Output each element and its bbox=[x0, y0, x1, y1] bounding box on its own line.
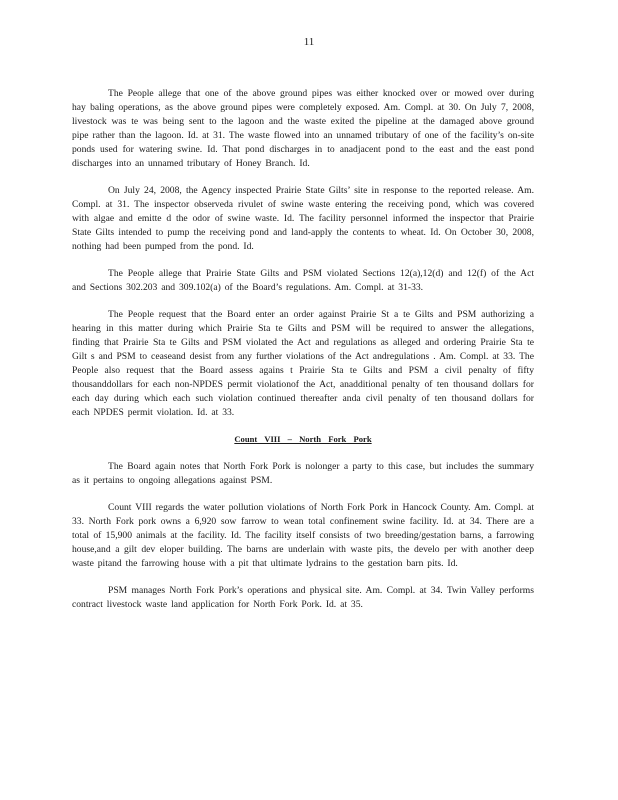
page-number: 11 bbox=[303, 36, 315, 48]
document-body bbox=[72, 87, 534, 626]
paragraph-pipe-damage: The People allege that one of the above ground pipes was either knocked over or mowed over during hay baling operations, as the above ground pipes were completely exposed. Am. Compl. at 30. On July 7, 2008, livestock was te was being sent to the lagoon and the waste exited the pipeline at the damaged above ground pipe rather than the lagoon. Id. at 31. The waste flowed into an unnamed tributary of one of the facility’s on-site ponds used for watering swine. Id. That pond discharges in to anadjacent pond to the east and the east pond discharges into an unnamed tributary of Honey Branch. Id. bbox=[72, 88, 534, 169]
paragraph-alleged-violations: The People allege that Prairie State Gilts and PSM violated Sections 12(a),12(d) and 12(f) of the Act and Sections 302.203 and 309.102(a) of the Board’s regulations. Am. Compl. at 31-33. bbox=[72, 267, 534, 293]
paragraph-agency-inspection: On July 24, 2008, the Agency inspected Prairie State Gilts’ site in response to the reported release. Am. Compl. at 31. The inspector observeda rivulet of swine waste entering the receiving pond, which was covered with algae and emitte d the odor of swine waste. Id. The facility personnel informed the inspector that Prairie State Gilts intended to pump the receiving pond and land-apply the contents to wheat. Id. On October 30, 2008, nothing had been pumped from the pond. Id. bbox=[72, 184, 534, 252]
paragraph-psm-management: PSM manages North Fork Pork’s operations and physical site. Am. Compl. at 34. Twin Valley performs contract livestock waste land application for North Fork Pork. Id. at 35. bbox=[72, 585, 534, 611]
paragraph-board-note: The Board again notes that North Fork Pork is nolonger a party to this case, but includes the summary as it pertains to ongoing allegations against PSM. bbox=[72, 460, 534, 486]
paragraph-relief-requested: The People request that the Board enter an order against Prairie St a te Gilts and PSM authorizing a hearing in this matter during which Prairie Sta te Gilts and PSM will be required to answer the allegations, finding that Prairie Sta te Gilts and PSM violated the Act and regulations as alleged and ordering Prairie Sta te Gilt s and PSM to ceaseand desist from any further violations of the Act andregulations . Am. Compl. at 33. The People also request that the Board assess agains t Prairie Sta te Gilts and PSM a civil penalty of fifty thousanddollars for each non-NPDES permit violationof the Act, anadditional penalty of ten thousand dollars for each day during which each such violation continued thereafter anda civil penalty of ten thousand dollars for each NPDES permit violation. Id. at 33. bbox=[72, 309, 534, 418]
paragraph-count-viii-facility: Count VIII regards the water pollution violations of North Fork Pork in Hancock County. Am. Compl. at 33. North Fork pork owns a 6,920 sow farrow to wean total confinement swine facility. Id. at 34. There are a total of 15,900 animals at the facility. Id. The facility itself consists of two breeding/gestation barns, a farrowing house,and a gilt dev eloper building. The barns are underlain with waste pits, the develo per with another deep waste pitand the farrowing house with a pit that ultimate lydrains to the gestation barn pits. Id. bbox=[72, 502, 534, 569]
section-heading: Count VIII – North Fork Pork bbox=[234, 434, 372, 445]
